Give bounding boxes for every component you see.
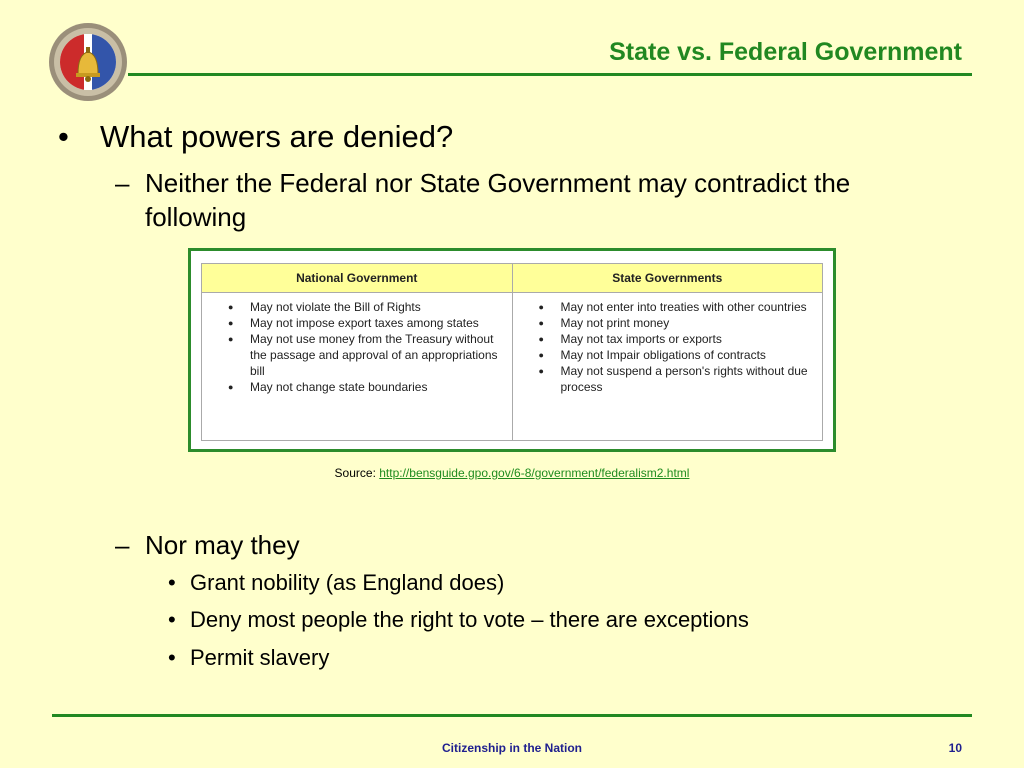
- footer-divider: [52, 714, 972, 717]
- bullet-text: Nor may they: [145, 530, 300, 560]
- table-list-item: ● May not change state boundaries: [228, 379, 502, 395]
- column-header: State Governments: [513, 264, 823, 293]
- table-list-item: ● May not impose export taxes among states: [228, 315, 502, 331]
- column-header: National Government: [202, 264, 512, 293]
- bullet-text: Grant nobility (as England does): [190, 570, 505, 595]
- bullet-level2: [115, 166, 945, 234]
- title-divider: [128, 73, 972, 76]
- table-list-item: ● May not enter into treaties with other countries: [539, 299, 813, 315]
- table-list-item: ● May not use money from the Treasury without the passage and approval of an appropriations bill: [228, 331, 502, 379]
- source-citation: [0, 466, 1024, 480]
- dash-mark: –: [115, 530, 130, 560]
- bullet-level3: [168, 645, 329, 671]
- slide-title: State vs. Federal Government: [609, 38, 962, 66]
- bullet-mark: •: [168, 645, 176, 670]
- table-list-item: ● May not Impair obligations of contracts: [539, 347, 813, 363]
- source-label: Source:: [334, 466, 376, 480]
- page-number: 10: [948, 741, 962, 755]
- denied-powers-table: [201, 263, 823, 441]
- dash-mark: –: [115, 168, 130, 198]
- table-list-item: ● May not suspend a person's rights without due process: [539, 363, 813, 395]
- bullet-level3: [168, 570, 504, 596]
- source-link[interactable]: http://bensguide.gpo.gov/6-8/government/federalism2.html: [379, 466, 690, 480]
- bullet-text: Permit slavery: [190, 645, 330, 670]
- merit-badge-liberty-bell-icon: [48, 22, 128, 102]
- bullet-text: Neither the Federal nor State Government may contradict the following: [145, 168, 851, 232]
- bullet-level3: [168, 607, 749, 633]
- bullet-mark: •: [168, 570, 176, 595]
- bullet-level2: [115, 528, 945, 562]
- bullet-mark: •: [168, 607, 176, 632]
- denied-powers-table-image: [188, 248, 836, 452]
- table-list-item: ● May not tax imports or exports: [539, 331, 813, 347]
- state-column: [512, 264, 823, 440]
- bullet-text: What powers are denied?: [100, 119, 454, 154]
- bullet-level1: [58, 119, 453, 155]
- footer-title: Citizenship in the Nation: [442, 741, 582, 755]
- national-column: [202, 264, 512, 440]
- table-list-item: ● May not print money: [539, 315, 813, 331]
- table-list-item: ● May not violate the Bill of Rights: [228, 299, 502, 315]
- bullet-text: Deny most people the right to vote – there are exceptions: [190, 607, 749, 632]
- bullet-mark: •: [58, 119, 69, 154]
